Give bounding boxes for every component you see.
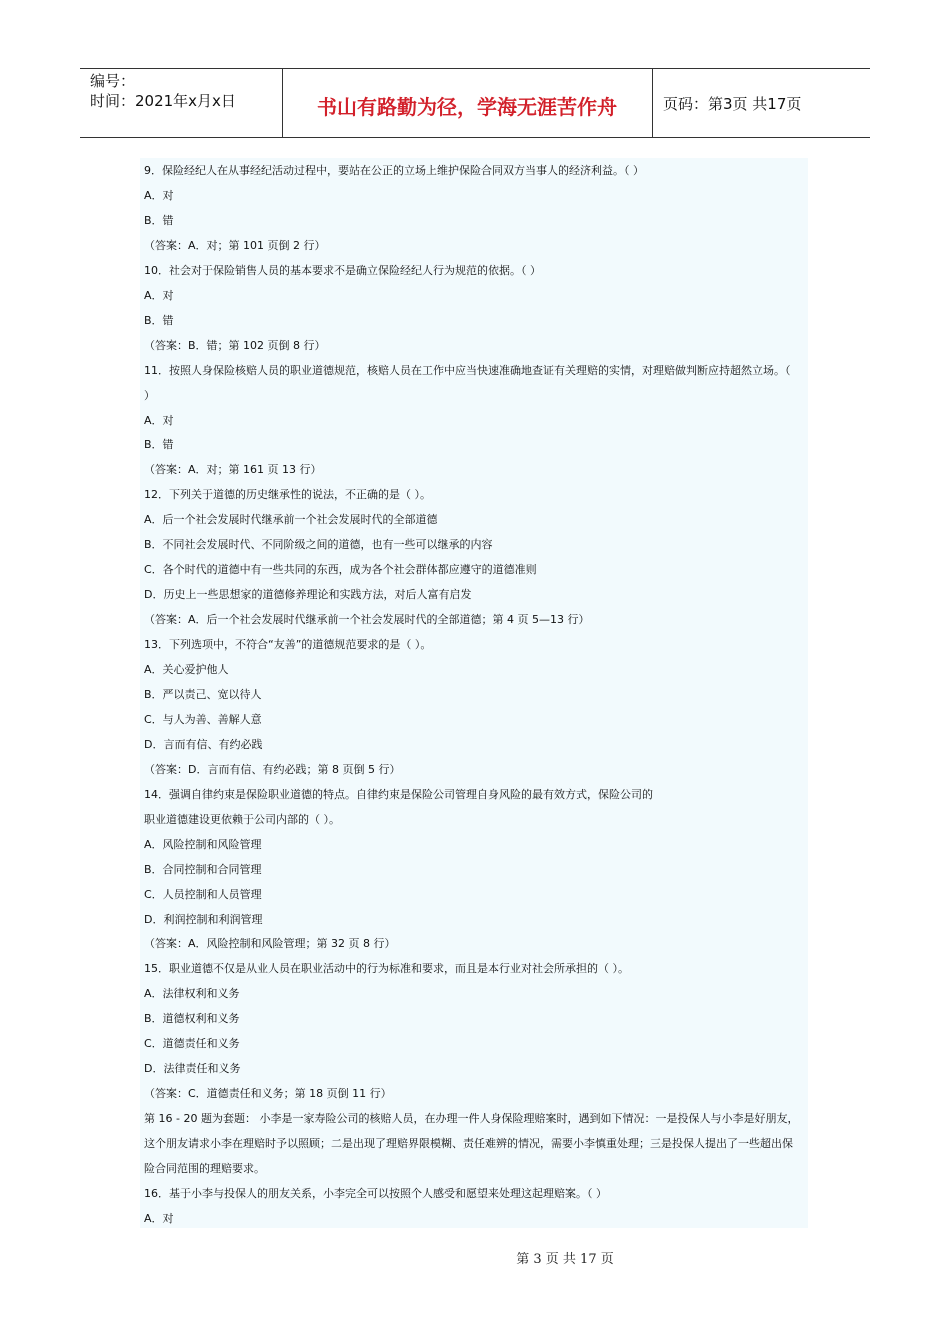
text-line: B．不同社会发展时代、不同阶级之间的道德，也有一些可以继承的内容 [144,538,493,552]
header-motto: 书山有路勤为径，学海无涯苦作舟 [317,95,617,119]
text-line: 第 16 - 20 题为套题： 小李是一家寿险公司的核赔人员，在办理一件人身保险理赔案时，遇到如下情况：一是投保人与小李是好朋友， [144,1112,799,1126]
text-line: A．法律权利和义务 [144,987,240,1001]
text-line: （答案：C．道德责任和义务；第 18 页倒 11 行） [144,1087,392,1101]
text-line: A．风险控制和风险管理 [144,837,262,851]
text-line: 12．下列关于道德的历史继承性的说法，不正确的是（ ）。 [144,488,431,502]
text-line: B．合同控制和合同管理 [144,862,262,876]
text-line: A．后一个社会发展时代继承前一个社会发展时代的全部道德 [144,513,438,527]
text-line: B．道德权利和义务 [144,1012,240,1026]
text-line: 这个朋友请求小李在理赔时予以照顾；二是出现了理赔界限模糊、责任难辨的情况，需要小李慎重处理；三是投保人提出了一些超出保 [144,1137,793,1151]
text-line: （答案：D．言而有信、有约必践；第 8 页倒 5 行） [144,762,401,776]
text-line: C．人员控制和人员管理 [144,887,262,901]
header-left-cell [80,69,283,137]
text-line: 职业道德建设更依赖于公司内部的（ ）。 [144,812,340,826]
text-line: A．关心爱护他人 [144,663,229,676]
text-line: （答案：A．对；第 161 页 13 行） [144,463,322,477]
text-line: B．错 [144,313,174,327]
text-line: 10．社会对于保险销售人员的基本要求不是确立保险经纪人行为规范的依据。（ ） [144,263,541,277]
header-right-cell [653,69,870,137]
text-line: C．道德责任和义务 [144,1037,240,1051]
page-footer: 第 3 页 共 17 页 [516,1252,614,1267]
text-line: D．法律责任和义务 [144,1062,241,1076]
text-line: （答案：A．对；第 101 页倒 2 行） [144,238,326,252]
text-line: 11．按照人身保险核赔人员的职业道德规范，核赔人员在工作中应当快速准确地查证有关理赔的实情，对理赔做判断应持超然立场。（ [144,363,791,377]
text-line: C．与人为善、善解人意 [144,712,262,726]
text-line: B．错 [144,438,174,452]
text-line: A．对 [144,1211,174,1225]
text-line: A．对 [144,288,174,302]
text-line: 13．下列选项中，不符合“友善”的道德规范要求的是（ ）。 [144,638,432,652]
text-line: D．利润控制和利润管理 [144,912,263,926]
text-line: D．言而有信、有约必践 [144,737,263,751]
text-line: B．错 [144,213,174,227]
text-line: A．对 [144,188,174,202]
text-line: 16．基于小李与投保人的朋友关系，小李完全可以按照个人感受和愿望来处理这起理赔案。（ ） [144,1186,607,1200]
page-header [80,68,870,138]
text-line: ） [144,388,155,402]
text-line: A．对 [144,413,174,427]
text-line: 险合同范围的理赔要求。 [144,1162,265,1175]
text-line: （答案：A．后一个社会发展时代继承前一个社会发展时代的全部道德；第 4 页 5—13 行） [144,613,590,627]
text-line: B．严以责己、宽以待人 [144,687,262,701]
text-line: 15．职业道德不仅是从业人员在职业活动中的行为标准和要求，而且是本行业对社会所承担的（ ）。 [144,962,629,976]
header-page-info: 页码：第3页 共17页 [663,95,802,113]
text-line: C．各个时代的道德中有一些共同的东西，成为各个社会群体都应遵守的道德准则 [144,563,537,577]
question-content [140,158,808,1228]
document-date: 时间：2021年x月x日 [90,92,236,110]
text-line: D．历史上一些思想家的道德修养理论和实践方法，对后人富有启发 [144,588,472,602]
text-line: （答案：A．风险控制和风险管理；第 32 页 8 行） [144,937,396,951]
text-line: 14．强调自律约束是保险职业道德的特点。自律约束是保险公司管理自身风险的最有效方式，保险公司的 [144,787,653,801]
text-line: 9．保险经纪人在从事经纪活动过程中，要站在公正的立场上维护保险合同双方当事人的经济利益。（ ） [144,164,644,177]
header-middle-cell [282,69,653,137]
document-number-label: 编号： [90,72,136,90]
text-line: （答案：B．错；第 102 页倒 8 行） [144,338,326,352]
